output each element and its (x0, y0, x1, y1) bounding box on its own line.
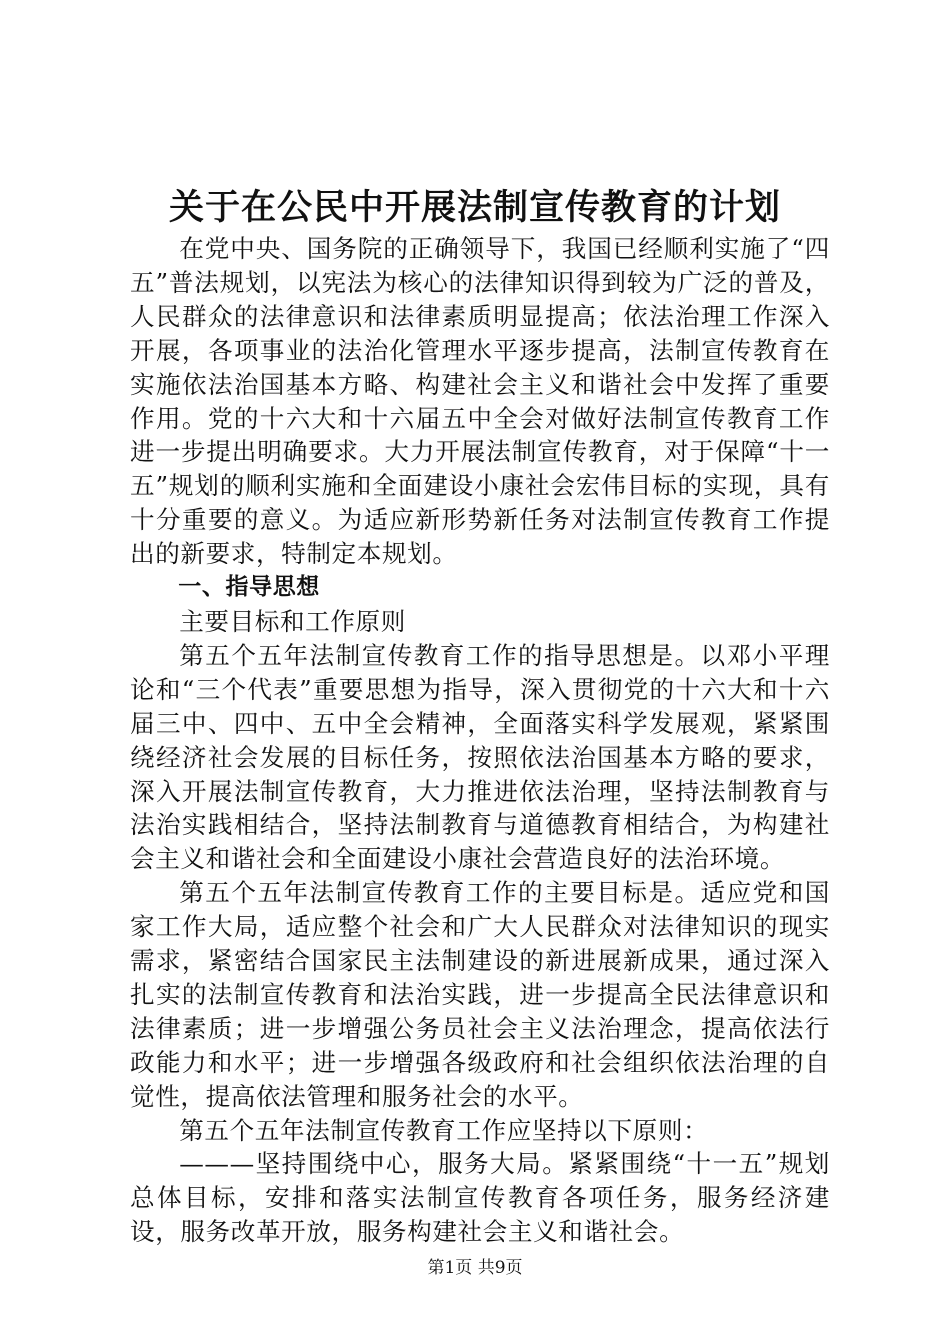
paragraph-guiding-ideology: 第五个五年法制宣传教育工作的指导思想是。以邓小平理论和“三个代表”重要思想为指导，深入贯彻党的十六大和十六届三中、四中、五中全会精神，全面落实科学发展观，紧紧围绕经济社会发展的目标任务，按照依法治国基本方略的要求，深入开展法制宣传教育，大力推进依法治理，坚持法制教育与法治实践相结合，坚持法制教育与道德教育相结合，为构建社会主义和谐社会和全面建设小康社会营造良好的法治环境。 (130, 640, 830, 874)
section-heading-guiding-ideology: 一、指导思想 (178, 574, 320, 601)
paragraph-main-goals: 第五个五年法制宣传教育工作的主要目标是。适应党和国家工作大局，适应整个社会和广大人民群众对法律知识的现实需求，紧密结合国家民主法制建设的新进展新成果，通过深入扎实的法制宣传教育和法治实践，进一步提高全民法律意识和法律素质；进一步增强公务员社会主义法治理念，提高依法行政能力和水平；进一步增强各级政府和社会组织依法治理的自觉性，提高依法管理和服务社会的水平。 (130, 878, 830, 1111)
paragraph-principle-1: ———坚持围绕中心，服务大局。紧紧围绕“十一五”规划总体目标，安排和落实法制宣传教育各项任务，服务经济建设，服务改革开放，服务构建社会主义和谐社会。 (130, 1149, 830, 1247)
paragraph-principles-intro: 第五个五年法制宣传教育工作应坚持以下原则： (179, 1115, 709, 1145)
paragraph-intro: 在党中央、国务院的正确领导下，我国已经顺利实施了“四五”普法规划，以宪法为核心的法律知识得到较为广泛的普及，人民群众的法律意识和法律素质明显提高；依法治理工作深入开展，各项事业的法治化管理水平逐步提高，法制宣传教育在实施依法治国基本方略、构建社会主义和谐社会中发挥了重要作用。党的十六大和十六届五中全会对做好法制宣传教育工作进一步提出明确要求。大力开展法制宣传教育，对于保障“十一五”规划的顺利实施和全面建设小康社会宏伟目标的实现，具有十分重要的意义。为适应新形势新任务对法制宣传教育工作提出的新要求，特制定本规划。 (130, 234, 830, 569)
page-footer: 第1页 共9页 (427, 1258, 523, 1278)
document-title: 关于在公民中开展法制宣传教育的计划 (168, 188, 781, 228)
section-subheading: 主要目标和工作原则 (179, 606, 406, 636)
document-body (130, 232, 830, 1249)
